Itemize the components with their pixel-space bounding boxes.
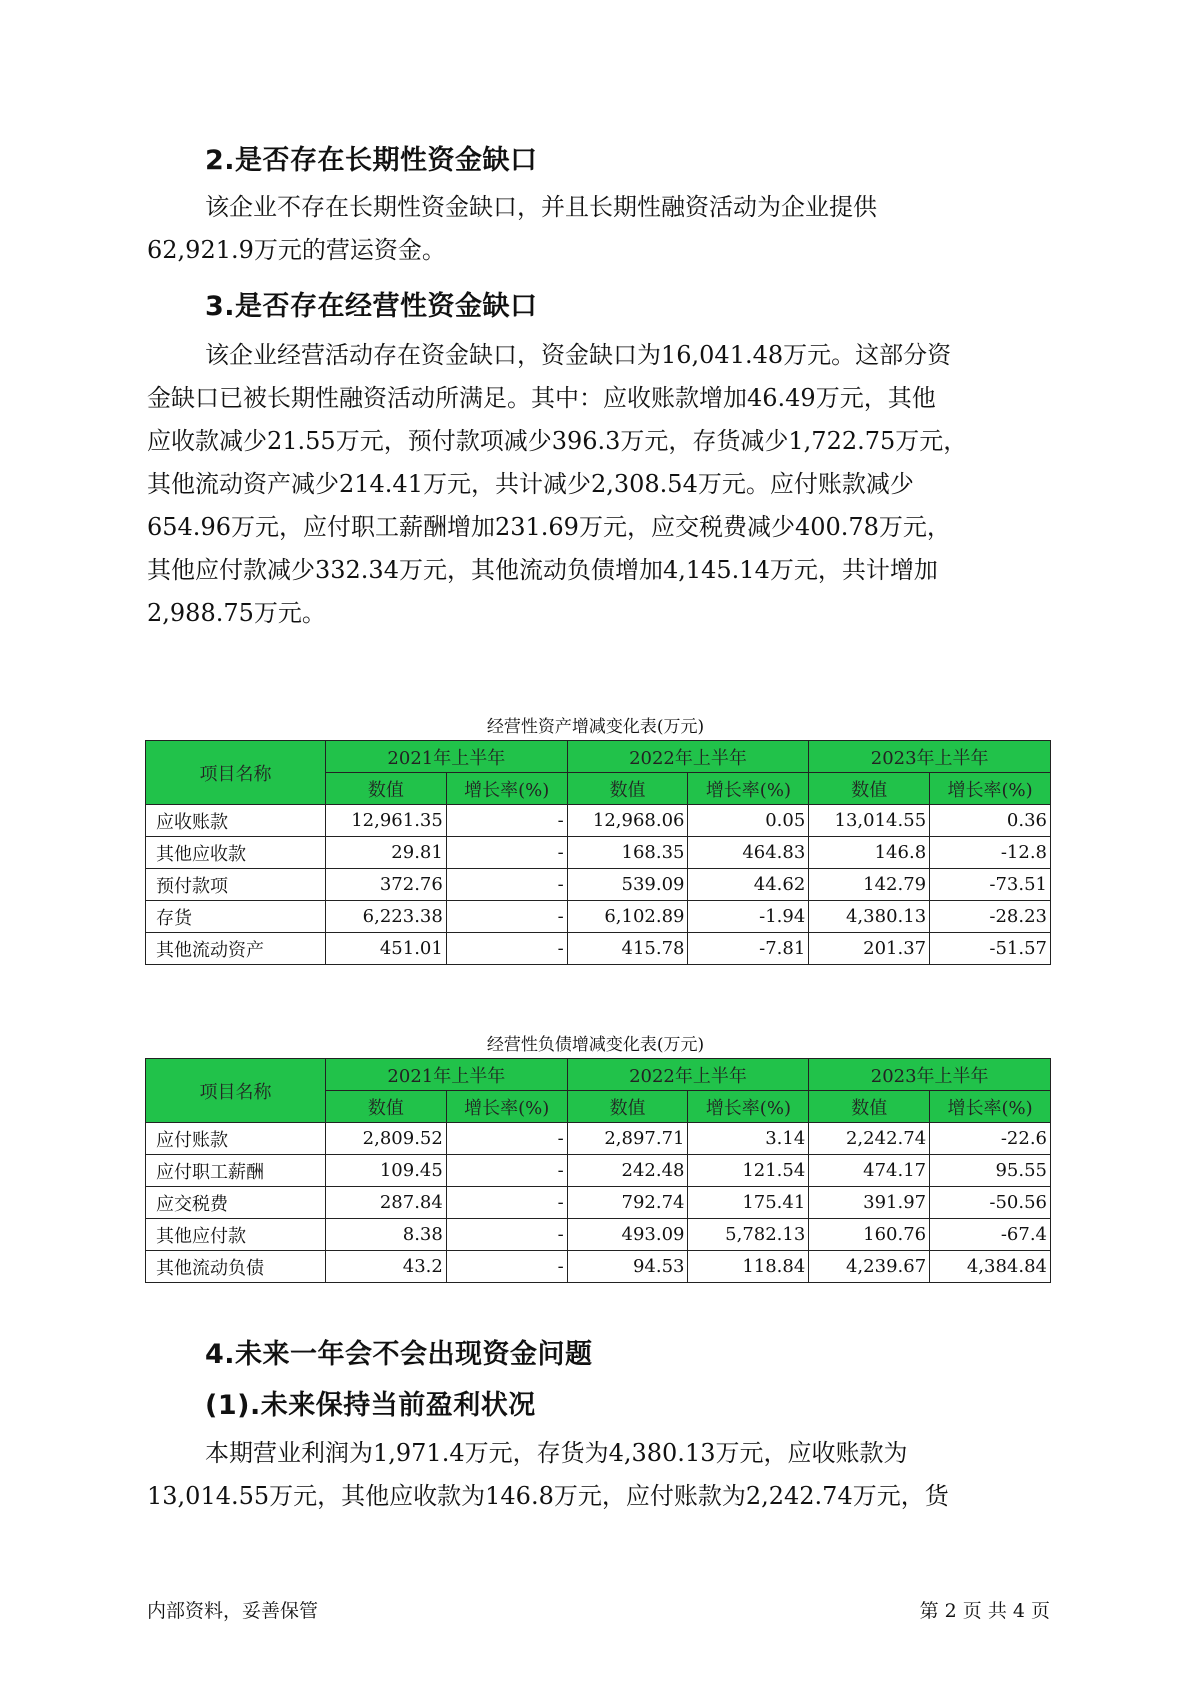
value-cell: -	[446, 805, 567, 837]
value-cell: 6,102.89	[567, 901, 688, 933]
rate-header: 增长率(%)	[446, 1091, 567, 1123]
value-cell: 94.53	[567, 1251, 688, 1283]
value-cell: -73.51	[930, 869, 1051, 901]
value-cell: 95.55	[930, 1155, 1051, 1187]
value-cell: 493.09	[567, 1219, 688, 1251]
value-header: 数值	[326, 1091, 447, 1123]
value-cell: 12,968.06	[567, 805, 688, 837]
value-cell: -	[446, 933, 567, 965]
value-cell: 415.78	[567, 933, 688, 965]
value-cell: -	[446, 901, 567, 933]
value-cell: 242.48	[567, 1155, 688, 1187]
value-cell: -	[446, 1187, 567, 1219]
value-cell: 13,014.55	[809, 805, 930, 837]
value-cell: 2,242.74	[809, 1123, 930, 1155]
value-cell: -28.23	[930, 901, 1051, 933]
value-cell: 4,380.13	[809, 901, 930, 933]
value-cell: 539.09	[567, 869, 688, 901]
value-header: 数值	[809, 773, 930, 805]
value-cell: 474.17	[809, 1155, 930, 1187]
value-cell: 160.76	[809, 1219, 930, 1251]
row-label-cell: 存货	[146, 901, 326, 933]
footer-page-number: 第 2 页 共 4 页	[919, 1600, 1050, 1622]
row-label-cell: 应收账款	[146, 805, 326, 837]
value-cell: 372.76	[326, 869, 447, 901]
assets-table-caption: 经营性资产增减变化表(万元)	[486, 717, 705, 737]
section2-paragraph	[147, 186, 1052, 272]
value-cell: 287.84	[326, 1187, 447, 1219]
row-label-cell: 其他流动负债	[146, 1251, 326, 1283]
value-cell: -67.4	[930, 1219, 1051, 1251]
assets-table	[145, 740, 1051, 965]
value-cell: 464.83	[688, 837, 809, 869]
paragraph-line: 其他流动资产减少214.41万元，共计减少2,308.54万元。应付账款减少	[147, 470, 914, 498]
value-cell: -	[446, 1251, 567, 1283]
table-row	[146, 805, 1051, 837]
value-cell: 2,809.52	[326, 1123, 447, 1155]
value-cell: -7.81	[688, 933, 809, 965]
row-label-cell: 预付款项	[146, 869, 326, 901]
paragraph-line: 62,921.9万元的营运资金。	[147, 236, 446, 264]
rate-header: 增长率(%)	[930, 773, 1051, 805]
section3-paragraph	[147, 334, 1052, 635]
section4-subheading: (1).未来保持当前盈利状况	[205, 1390, 536, 1421]
value-cell: 792.74	[567, 1187, 688, 1219]
table-row	[146, 1219, 1051, 1251]
section4-heading: 4.未来一年会不会出现资金问题	[205, 1339, 593, 1370]
value-cell: 43.2	[326, 1251, 447, 1283]
value-cell: 391.97	[809, 1187, 930, 1219]
row-label-cell: 应付职工薪酬	[146, 1155, 326, 1187]
paragraph-line: 2,988.75万元。	[147, 599, 326, 627]
table-row	[146, 869, 1051, 901]
item-name-header: 项目名称	[146, 1059, 326, 1123]
value-header: 数值	[567, 773, 688, 805]
value-cell: -	[446, 1123, 567, 1155]
paragraph-line: 13,014.55万元，其他应收款为146.8万元，应付账款为2,242.74万元，货	[147, 1482, 949, 1510]
rate-header: 增长率(%)	[930, 1091, 1051, 1123]
table-row	[146, 901, 1051, 933]
rate-header: 增长率(%)	[688, 773, 809, 805]
row-label-cell: 应付账款	[146, 1123, 326, 1155]
value-cell: 2,897.71	[567, 1123, 688, 1155]
paragraph-line: 654.96万元，应付职工薪酬增加231.69万元，应交税费减少400.78万元，	[147, 513, 951, 541]
table-row	[146, 933, 1051, 965]
period-header: 2022年上半年	[567, 1059, 809, 1091]
value-cell: 3.14	[688, 1123, 809, 1155]
value-cell: 4,384.84	[930, 1251, 1051, 1283]
section4-paragraph	[147, 1432, 1052, 1518]
value-cell: -22.6	[930, 1123, 1051, 1155]
value-cell: 5,782.13	[688, 1219, 809, 1251]
paragraph-line: 应收款减少21.55万元，预付款项减少396.3万元，存货减少1,722.75万元，	[147, 427, 968, 455]
paragraph-line: 本期营业利润为1,971.4万元，存货为4,380.13万元，应收账款为	[205, 1439, 908, 1467]
value-cell: 0.36	[930, 805, 1051, 837]
row-label-cell: 其他应付款	[146, 1219, 326, 1251]
table-row	[146, 1155, 1051, 1187]
value-cell: -	[446, 1155, 567, 1187]
value-cell: 4,239.67	[809, 1251, 930, 1283]
value-cell: -51.57	[930, 933, 1051, 965]
value-cell: 146.8	[809, 837, 930, 869]
value-header: 数值	[326, 773, 447, 805]
assets-table-body	[146, 805, 1051, 965]
value-cell: 44.62	[688, 869, 809, 901]
value-header: 数值	[809, 1091, 930, 1123]
value-cell: 201.37	[809, 933, 930, 965]
row-label-cell: 其他应收款	[146, 837, 326, 869]
value-cell: 451.01	[326, 933, 447, 965]
item-name-header: 项目名称	[146, 741, 326, 805]
value-cell: 142.79	[809, 869, 930, 901]
value-cell: 121.54	[688, 1155, 809, 1187]
period-header: 2023年上半年	[809, 1059, 1051, 1091]
table-row	[146, 1123, 1051, 1155]
period-header: 2021年上半年	[326, 741, 568, 773]
value-cell: 12,961.35	[326, 805, 447, 837]
liabilities-table	[145, 1058, 1051, 1283]
liabilities-table-caption: 经营性负债增减变化表(万元)	[486, 1035, 705, 1055]
period-header: 2022年上半年	[567, 741, 809, 773]
value-cell: -	[446, 869, 567, 901]
rate-header: 增长率(%)	[446, 773, 567, 805]
table-row	[146, 1187, 1051, 1219]
value-cell: 0.05	[688, 805, 809, 837]
paragraph-line: 该企业不存在长期性资金缺口，并且长期性融资活动为企业提供	[205, 193, 877, 221]
table-row	[146, 1251, 1051, 1283]
row-label-cell: 应交税费	[146, 1187, 326, 1219]
value-cell: -50.56	[930, 1187, 1051, 1219]
value-cell: 109.45	[326, 1155, 447, 1187]
paragraph-line: 该企业经营活动存在资金缺口，资金缺口为16,041.48万元。这部分资	[205, 341, 952, 369]
period-header: 2021年上半年	[326, 1059, 568, 1091]
value-header: 数值	[567, 1091, 688, 1123]
value-cell: 118.84	[688, 1251, 809, 1283]
rate-header: 增长率(%)	[688, 1091, 809, 1123]
paragraph-line: 金缺口已被长期性融资活动所满足。其中：应收账款增加46.49万元，其他	[147, 384, 936, 412]
value-cell: 29.81	[326, 837, 447, 869]
period-header: 2023年上半年	[809, 741, 1051, 773]
footer-left-text: 内部资料，妥善保管	[147, 1600, 319, 1622]
value-cell: -	[446, 837, 567, 869]
value-cell: -1.94	[688, 901, 809, 933]
table-row	[146, 837, 1051, 869]
liabilities-table-body	[146, 1123, 1051, 1283]
value-cell: -12.8	[930, 837, 1051, 869]
value-cell: -	[446, 1219, 567, 1251]
value-cell: 8.38	[326, 1219, 447, 1251]
section3-heading: 3.是否存在经营性资金缺口	[205, 291, 538, 322]
value-cell: 6,223.38	[326, 901, 447, 933]
row-label-cell: 其他流动资产	[146, 933, 326, 965]
value-cell: 175.41	[688, 1187, 809, 1219]
paragraph-line: 其他应付款减少332.34万元，其他流动负债增加4,145.14万元，共计增加	[147, 556, 938, 584]
value-cell: 168.35	[567, 837, 688, 869]
section2-heading: 2.是否存在长期性资金缺口	[205, 145, 538, 176]
